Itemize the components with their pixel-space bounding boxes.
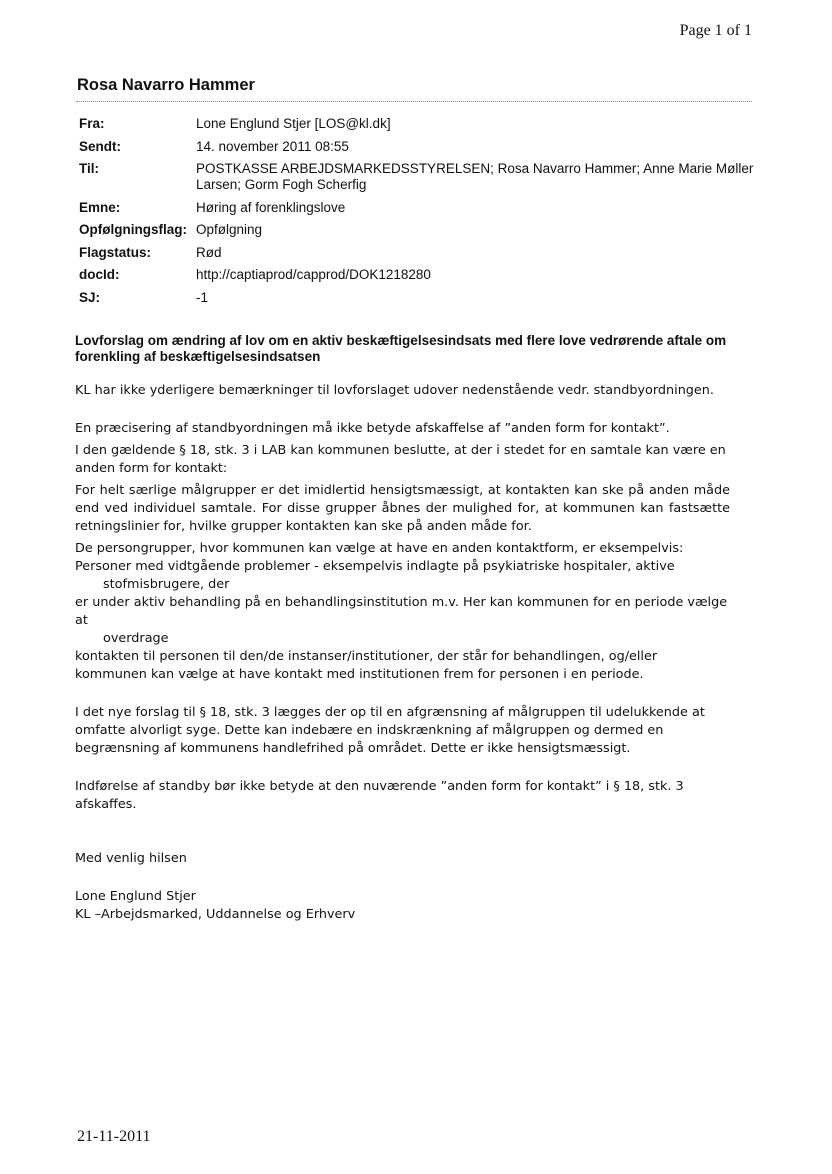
body-paragraph: Indførelse af standby bør ikke betyde at den nuværende ”anden form for kontakt” i § 18, stk. 3 afskaffes. xyxy=(75,779,684,812)
header-label: SJ: xyxy=(79,289,101,305)
closing-greeting: Med venlig hilsen xyxy=(75,851,187,866)
recipients-value: POSTKASSE ARBEJDSMARKEDSSTYRELSEN; Rosa Navarro Hammer; Anne Marie Møller Larsen; Gorm Fogh Scherfig xyxy=(196,161,754,192)
header-label: Emne: xyxy=(79,199,121,215)
header-row-flag-status xyxy=(79,245,759,261)
body-line-continuation: stofmisbrugere, der xyxy=(103,577,230,592)
header-row-sent xyxy=(79,139,759,155)
page-indicator: Page 1 of 1 xyxy=(679,22,752,39)
body-paragraph: I det nye forslag til § 18, stk. 3 lægges der op til en afgrænsning af målgruppen til udelukkende at omfatte alvorligt syge. Dette kan indebære en indskrænkning af målgruppen og dermed en begrænsning af kommunens handlefrihed på området. Dette er ikke hensigtsmæssigt. xyxy=(75,705,705,756)
header-row-followup-flag xyxy=(79,222,759,238)
header-label: Fra: xyxy=(79,116,105,131)
header-row-from xyxy=(79,116,759,132)
header-label: Opfølgningsflag: xyxy=(79,222,187,237)
sj-value: -1 xyxy=(196,289,209,305)
flag-status-value: Rød xyxy=(196,244,222,260)
body-line-continuation: overdrage xyxy=(103,631,169,646)
followup-flag-value: Opfølgning xyxy=(196,222,263,237)
docid-value: http://captiaprod/capprod/DOK1218280 xyxy=(196,267,431,282)
body-line: Personer med vidtgående problemer - eksempelvis indlagte på psykiatriske hospitaler, aktive xyxy=(75,559,675,574)
body-line: er under aktiv behandling på en behandlingsinstitution m.v. Her kan kommunen for en periode vælge at xyxy=(75,595,728,628)
header-row-subject xyxy=(79,200,759,216)
body-paragraph: For helt særlige målgrupper er det imidlertid hensigtsmæssigt, at kontakten kan ske på anden måde end ved individuel samtale. For disse grupper åbnes der mulighed for, at kommunen kan fastsætte retningslinier for, hvilke grupper kontakten kan ske på anden måde for. xyxy=(75,483,730,534)
header-label: docId: xyxy=(79,267,120,282)
signature-department: KL –Arbejdsmarked, Uddannelse og Erhverv xyxy=(75,907,356,922)
mailbox-owner-name: Rosa Navarro Hammer xyxy=(77,76,255,94)
header-label: Til: xyxy=(79,161,99,176)
email-body xyxy=(75,382,730,924)
sent-date-value: 14. november 2011 08:55 xyxy=(196,138,349,154)
sender-value: Lone Englund Stjer [LOS@kl.dk] xyxy=(196,116,391,131)
email-header-block xyxy=(79,116,759,312)
body-paragraph: En præcisering af standbyordningen må ikke betyde afskaffelse af ”anden form for kontakt”. xyxy=(75,421,670,436)
subject-heading: Lovforslag om ændring af lov om en aktiv beskæftigelsesindsats med flere love vedrørende aftale om forenkling af beskæftigelsesindsatsen xyxy=(75,333,727,364)
body-paragraph: De persongrupper, hvor kommunen kan vælge at have en anden kontaktform, er eksempelvis: xyxy=(75,541,684,556)
signature-name: Lone Englund Stjer xyxy=(75,889,196,904)
subject-value: Høring af forenklingslove xyxy=(196,199,346,215)
header-divider xyxy=(76,101,752,102)
header-row-to xyxy=(79,161,759,193)
body-paragraph: I den gældende § 18, stk. 3 i LAB kan kommunen beslutte, at der i stedet for en samtale kan være en anden form for kontakt: xyxy=(75,443,726,476)
body-paragraph: KL har ikke yderligere bemærkninger til lovforslaget udover nedenstående vedr. standbyordningen. xyxy=(75,383,714,398)
header-row-sj xyxy=(79,290,759,306)
body-paragraph: kontakten til personen til den/de instanser/institutioner, der står for behandlingen, og/eller kommunen kan vælge at have kontakt med institutionen frem for personen i en periode. xyxy=(75,649,658,682)
header-row-docid xyxy=(79,267,759,283)
header-label: Sendt: xyxy=(79,138,121,154)
print-date: 21-11-2011 xyxy=(77,1128,151,1145)
header-label: Flagstatus: xyxy=(79,244,152,260)
